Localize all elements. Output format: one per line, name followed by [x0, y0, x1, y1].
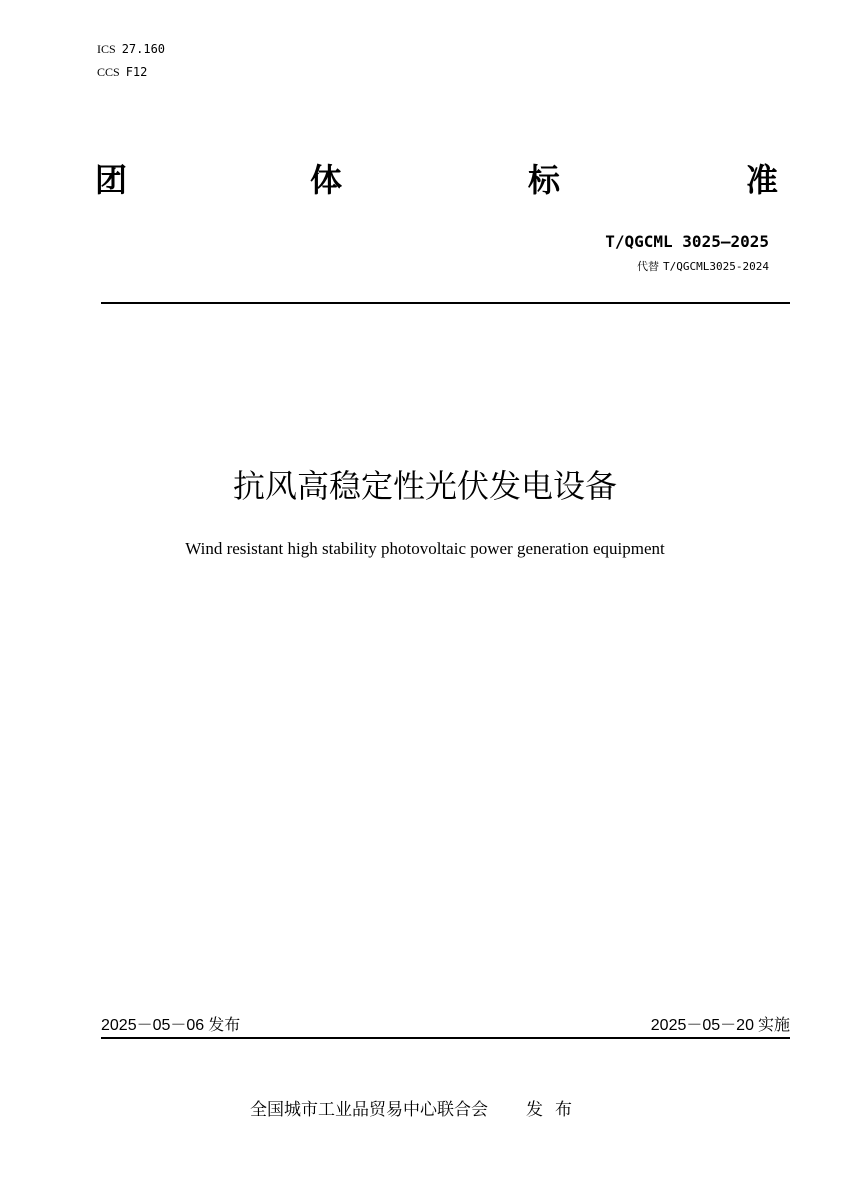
publisher-action: 发布 [526, 1100, 584, 1120]
standard-number: T/QGCML 3025—2025 [605, 232, 769, 251]
replaces-label: 代替 [637, 260, 660, 273]
standard-type-char-2: 体 [310, 161, 343, 199]
publisher-name: 全国城市工业品贸易中心联合会 [250, 1100, 488, 1120]
implement-date: 2025－05－20 [650, 1017, 754, 1034]
document-title-en: Wind resistant high stability photovoltaic power generation equipment [185, 539, 665, 558]
standard-type-char-3: 标 [528, 161, 561, 199]
replaces-line [637, 260, 769, 274]
standard-type-char-1: 团 [95, 161, 128, 199]
standard-type-char-4: 准 [746, 161, 779, 199]
document-title-zh: 抗风高稳定性光伏发电设备 [232, 467, 617, 505]
publish-label: 发布 [208, 1015, 241, 1034]
ics-label: ICS [97, 42, 116, 56]
implement-date-line [651, 1015, 790, 1036]
header-divider [101, 302, 790, 304]
implement-label: 实施 [757, 1015, 790, 1034]
ics-classification [97, 42, 165, 56]
ics-code: 27.160 [121, 42, 166, 56]
publish-date-line [101, 1015, 240, 1036]
ccs-code: F12 [125, 65, 148, 79]
footer-divider [101, 1037, 790, 1039]
publish-date: 2025－05－06 [101, 1017, 205, 1034]
ccs-label: CCS [97, 65, 120, 79]
ccs-classification [97, 65, 147, 79]
replaces-number: T/QGCML3025-2024 [663, 260, 769, 273]
publisher-line [250, 1099, 584, 1121]
